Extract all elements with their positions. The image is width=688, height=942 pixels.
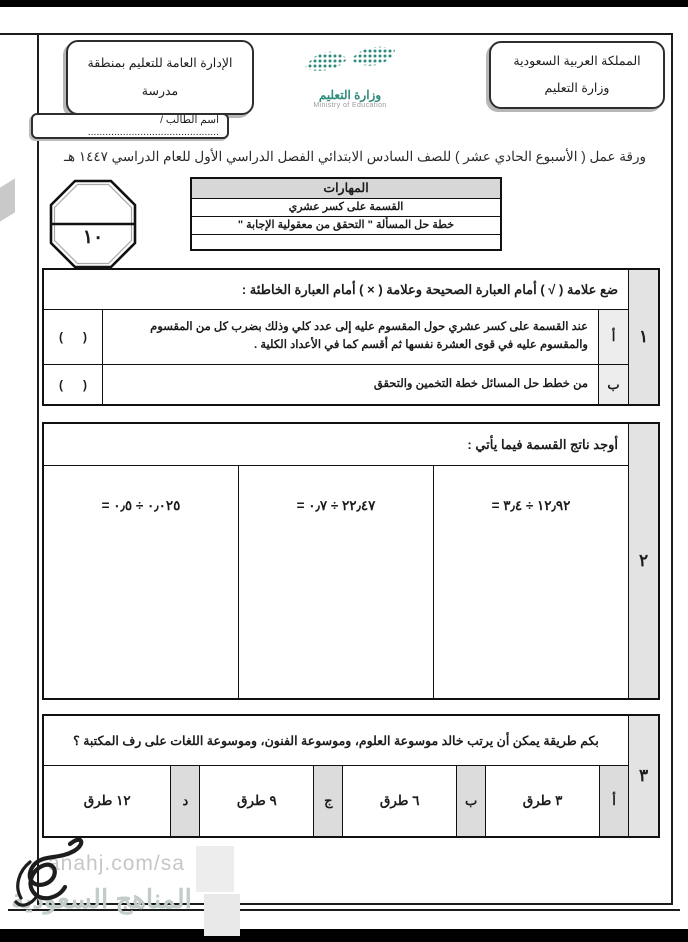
watermark-url: anahj.com/sa — [48, 852, 185, 875]
row-a-statement: عند القسمة على كسر عشري حول المقسوم عليه إلى عدد كلي وذلك بضرب كل من المقسوم والمقسوم عليه في قوى العشرة نفسها ثم أقسم كما في الأعداد الكلية . — [150, 321, 588, 351]
choice-d-label: د — [170, 766, 199, 836]
question-3-number: ٣ — [628, 716, 658, 836]
worksheet-title: ورقة عمل ( الأسبوع الحادي عشر ) للصف السادس الابتدائي الفصل الدراسي الأول للعام الدراسي ١٤٤٧ هـ — [63, 149, 647, 164]
ministry-name: وزارة التعليم — [544, 80, 610, 95]
question-1-prompt: ضع علامة ( √ ) أمام العبارة الصحيحة وعلامة ( × ) أمام العبارة الخاطئة : — [44, 270, 628, 310]
row-b-label: ب — [598, 365, 628, 404]
score-badge — [48, 178, 138, 270]
choice-a-label: أ — [599, 766, 628, 836]
question-1-number: ١ — [628, 270, 658, 404]
ministry-logo-english-text: Ministry of Education — [313, 102, 387, 109]
admin-line: الإدارة العامة للتعليم بمنطقة — [87, 55, 233, 70]
question-2-number: ٢ — [628, 424, 658, 698]
scan-edge-bottom — [0, 929, 688, 942]
choice-b-label: ب — [456, 766, 485, 836]
skills-table — [190, 177, 502, 251]
question-3-prompt: بكم طريقة يمكن أن يرتب خالد موسوعة العلوم، وموسوعة الفنون، وموسوعة اللغات على رف المكتبة ؟ — [44, 716, 628, 766]
choice-c-label: ج — [313, 766, 342, 836]
skill-row: القسمة على كسر عشري — [192, 199, 500, 217]
score-value: ١٠ — [82, 227, 104, 248]
choice-a-value: ٣ طرق — [485, 766, 599, 836]
choices-row — [44, 766, 628, 836]
question-2-prompt: أوجد ناتج القسمة فيما يأتي : — [44, 424, 628, 466]
signature-mark — [6, 832, 94, 910]
scan-artifact — [0, 178, 15, 221]
division-problem-1: ١٢٫٩٢ ÷ ٣٫٤ = — [433, 466, 628, 698]
school-line: مدرسة — [141, 84, 179, 99]
scan-artifact — [204, 894, 240, 936]
skills-table-header: المهارات — [192, 179, 500, 199]
octagon-icon — [48, 178, 138, 270]
row-b-statement: من خطط حل المسائل خطة التخمين والتحقق — [373, 377, 588, 390]
choice-c-value: ٩ طرق — [199, 766, 313, 836]
ministry-logo-dots-icon — [303, 44, 397, 82]
scan-edge-top — [0, 0, 688, 7]
true-false-row-b — [44, 365, 628, 404]
choice-d-value: ١٢ طرق — [83, 793, 131, 808]
question-3 — [42, 714, 660, 838]
row-a-label: أ — [598, 310, 628, 364]
ministry-logo-arabic-text: وزارة التعليم — [318, 88, 382, 102]
page-border-top-extension — [0, 33, 37, 35]
skill-row: خطة حل المسألة " التحقق من معقولية الإجابة " — [192, 217, 500, 235]
student-name-field — [31, 113, 229, 139]
header-country-box — [489, 41, 665, 109]
skill-row-empty — [192, 235, 500, 249]
row-b-answer-field: ( ) — [44, 365, 103, 404]
true-false-row-a — [44, 310, 628, 365]
watermark-brand: المناهج السعودية — [11, 884, 192, 914]
question-1 — [42, 268, 660, 406]
choice-b-value: ٦ طرق — [342, 766, 456, 836]
row-a-answer-field: ( ) — [44, 310, 103, 364]
ministry-logo — [288, 44, 412, 109]
header-admin-box — [66, 40, 254, 115]
student-name-label: اسم الطالب / ............................................. — [87, 114, 219, 138]
division-problem-3: ٠٫٠٢٥ ÷ ٠٫٥ = — [101, 498, 181, 513]
division-problem-2: ٢٢٫٤٧ ÷ ٠٫٧ = — [238, 466, 433, 698]
question-2 — [42, 422, 660, 700]
country-name: المملكة العربية السعودية — [513, 54, 641, 69]
